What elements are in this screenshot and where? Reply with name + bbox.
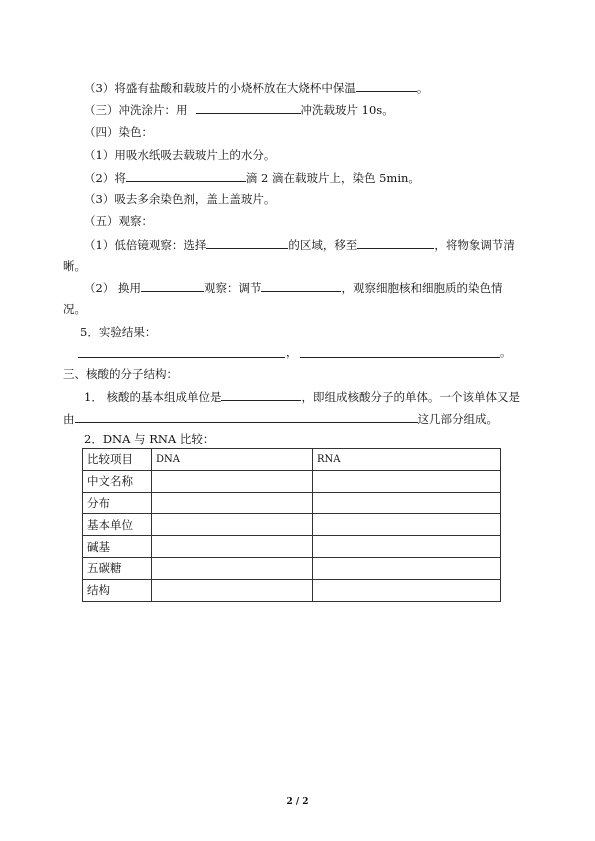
text: （3）将盛有盐酸和载玻片的小烧杯放在大烧杯中保温 [84,81,356,95]
answer-cell[interactable] [313,557,501,579]
answer-cell[interactable] [313,514,501,536]
text: 1． 核酸的基本组成单位是 [84,390,222,404]
text: （三）冲洗涂片：用 [84,103,188,117]
blank-field[interactable] [357,237,434,249]
table-header-row [83,449,501,471]
text: 。 [416,81,429,95]
blank-field[interactable] [356,80,417,92]
text: （1）低倍镜观察：选择 [84,238,207,252]
text: （四）染色： [84,125,153,139]
dna-rna-comparison-table [82,448,501,602]
stain-step-2 [84,170,420,185]
text: 由 [63,412,75,426]
text: （3）吸去多余染色剂，盖上盖玻片。 [84,192,276,206]
table-row [83,470,501,492]
result-end [500,345,512,359]
dna-rna-compare-heading [84,432,214,446]
answer-cell[interactable] [152,557,313,579]
answer-cell[interactable] [313,470,501,492]
text: （1）用吸水纸吸去载玻片上的水分。 [84,148,276,162]
text: 观察：调节 [203,281,262,295]
text: 2．DNA 与 RNA 比较： [84,432,215,446]
text: 的区域，移至 [288,238,358,252]
table-row [83,514,501,536]
text: ，即组成核酸分子的单体。一个该单体又是 [301,390,520,404]
section-3-heading [63,367,178,381]
answer-cell[interactable] [152,492,313,514]
answer-cell[interactable] [152,579,313,601]
step-3-keep-warm [84,80,428,95]
page-number: 2 / 2 [286,797,309,807]
text: 。 [500,345,512,359]
text: （2）将 [84,171,126,185]
blank-field[interactable] [75,411,418,423]
low-power-observe-cont [63,259,86,273]
header-cell: 比较项目 [83,449,152,471]
result-blank-1[interactable] [78,357,285,358]
result-separator [286,345,298,359]
staining-heading [84,125,153,139]
text: （五）观察： [84,214,153,228]
result-heading [80,325,156,339]
text: （2） 换用 [84,281,141,295]
row-label: 中文名称 [83,470,152,492]
answer-cell[interactable] [152,470,313,492]
stain-step-3 [84,192,275,206]
text: 三、核酸的分子结构： [63,367,178,381]
nucleic-acid-unit-cont [63,411,498,426]
text: 滴 2 滴在载玻片上，染色 5min。 [245,171,420,185]
text: 冲洗载玻片 10s。 [300,103,394,117]
header-cell: RNA [313,449,501,471]
table-row [83,557,501,579]
table-row [83,579,501,601]
high-power-observe [84,280,502,295]
blank-field[interactable] [206,237,288,249]
text: ， [286,345,298,359]
rinse-smear-step [84,102,394,117]
blank-field[interactable] [196,102,301,114]
row-label: 碱基 [83,536,152,558]
table-row [83,536,501,558]
row-label: 分布 [83,492,152,514]
blank-field[interactable] [261,280,341,292]
stain-step-1 [84,148,275,162]
answer-cell[interactable] [152,514,313,536]
text: 况。 [63,302,86,316]
answer-cell[interactable] [313,579,501,601]
row-label: 结构 [83,579,152,601]
blank-field[interactable] [141,280,204,292]
text: 这几部分组成。 [417,412,498,426]
text: 晰。 [63,259,86,273]
answer-cell[interactable] [313,536,501,558]
header-cell: DNA [152,449,313,471]
blank-field[interactable] [221,389,301,401]
answer-cell[interactable] [313,492,501,514]
row-label: 五碳糖 [83,557,152,579]
answer-cell[interactable] [152,536,313,558]
table-row [83,492,501,514]
nucleic-acid-unit [84,389,520,404]
text: 5．实验结果： [80,325,157,339]
low-power-observe [84,237,515,252]
observe-heading [84,214,153,228]
row-label: 基本单位 [83,514,152,536]
high-power-observe-cont [63,302,86,316]
text: ，观察细胞核和细胞质的染色情 [341,281,503,295]
result-blank-2[interactable] [300,357,500,358]
text: ，将物象调节清 [434,238,515,252]
blank-field[interactable] [126,170,246,182]
